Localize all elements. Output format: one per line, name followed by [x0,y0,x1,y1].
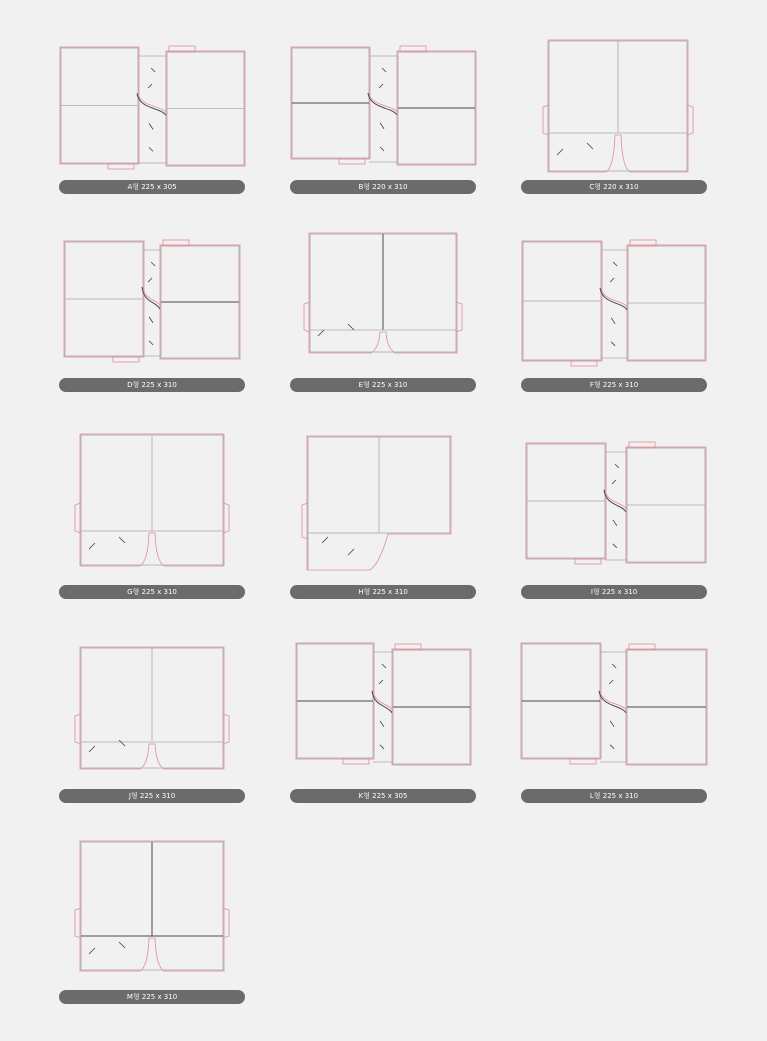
gusset-curve-fold [600,288,627,310]
template-m-label: M형 225 x 310 [59,990,245,1004]
bottom-glue-tab [570,759,596,764]
template-c-label: C형 220 x 310 [521,180,707,194]
gusset-curve-fold [599,691,626,713]
template-i-label: I형 225 x 310 [521,585,707,599]
gusset-curve-fold [372,691,392,713]
template-l-dieline [521,642,707,772]
card-slit [148,278,152,282]
card-slit [615,464,619,468]
gusset-edge [143,250,161,356]
gusset-curve-fold [604,490,626,512]
card-slit [557,149,563,155]
template-g-label: G형 225 x 310 [59,585,245,599]
gusset-curve-fold [142,287,160,309]
card-slit [382,68,386,72]
card-slit [151,68,155,72]
card-slit [609,680,613,684]
card-slit [610,278,614,282]
template-f-label: F형 225 x 310 [521,378,707,392]
card-slit [149,341,153,345]
template-h-dieline [290,433,476,573]
template-g-dieline [59,433,245,573]
card-slit [613,520,617,526]
card-slit [348,549,354,555]
bottom-glue-tab [108,164,134,169]
card-slit [348,324,354,330]
bottom-glue-tab [575,559,601,564]
bottom-glue-tab [571,361,597,366]
template-d-label: D형 225 x 310 [59,378,245,392]
template-j-label: J형 225 x 310 [59,789,245,803]
card-slit [379,680,383,684]
template-i-dieline [521,440,707,570]
template-k-label: K형 225 x 305 [290,789,476,803]
card-slit [148,84,152,88]
template-j-dieline [59,646,245,776]
bottom-glue-tab [339,159,365,164]
card-slit [89,746,95,752]
card-slit [89,948,95,954]
template-f-dieline [521,238,707,368]
card-slit [151,262,155,266]
bottom-glue-tab [343,759,369,764]
card-slit [587,143,593,149]
card-slit [610,721,614,727]
card-slit [379,84,383,88]
gusset-curve-fold [137,93,166,115]
card-slit [380,745,384,749]
template-a-label: A형 225 x 305 [59,180,245,194]
card-slit [612,480,616,484]
template-b-dieline [290,40,476,170]
template-a-dieline [59,40,245,170]
card-slit [611,318,615,324]
card-slit [611,342,615,346]
template-h-label: H형 225 x 310 [290,585,476,599]
card-slit [318,330,324,336]
template-c-dieline [521,40,707,175]
card-slit [119,740,125,746]
card-slit [610,745,614,749]
card-slit [380,147,384,151]
template-e-label: E형 225 x 310 [290,378,476,392]
template-l-label: L형 225 x 310 [521,789,707,803]
card-slit [382,664,386,668]
gusset-curve-fold [368,93,397,115]
template-d-dieline [59,238,245,368]
card-slit [380,123,384,129]
card-slit [613,262,617,266]
template-e-dieline [290,232,476,362]
card-slit [149,317,153,323]
card-slit [612,664,616,668]
card-slit [149,123,153,129]
card-slit [613,544,617,548]
template-k-dieline [290,642,476,772]
bottom-glue-tab [113,357,139,362]
template-b-label: B형 220 x 310 [290,180,476,194]
card-slit [322,537,328,543]
card-slit [119,537,125,543]
card-slit [380,721,384,727]
card-slit [119,942,125,948]
card-slit [89,543,95,549]
template-m-dieline [59,840,245,976]
card-slit [149,147,153,151]
